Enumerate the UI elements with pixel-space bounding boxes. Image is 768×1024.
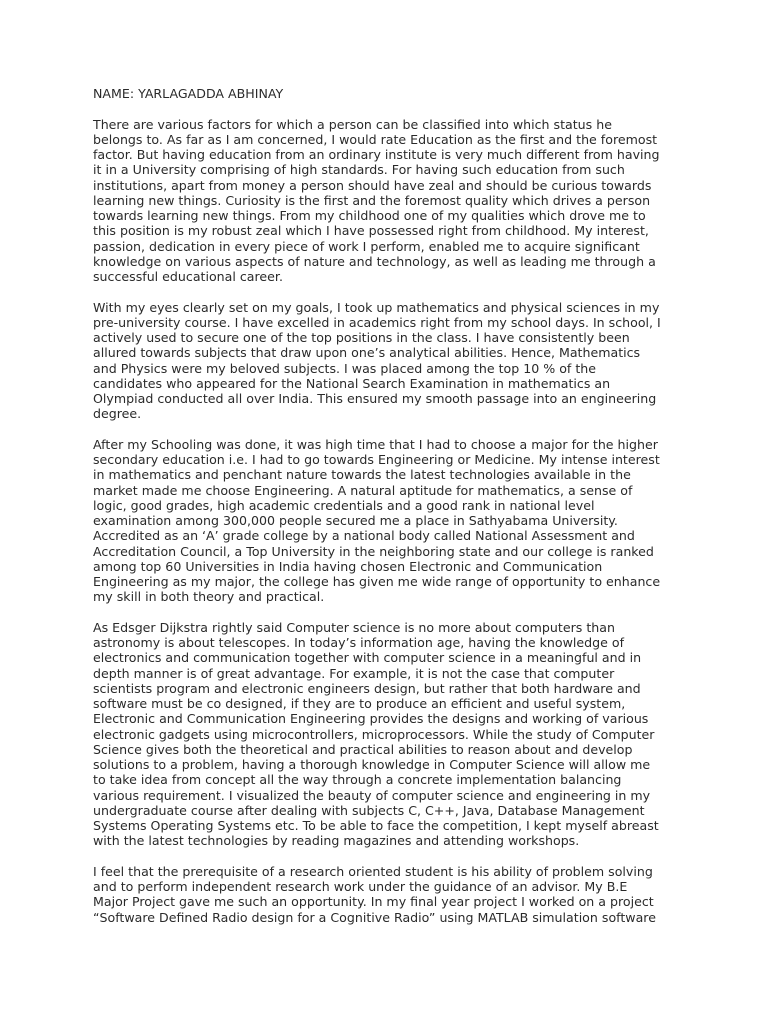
text-line: in mathematics and penchant nature towards the latest technologies available in the	[93, 467, 631, 483]
text-line: learning new things. Curiosity is the first and the foremost quality which drives a person	[93, 192, 651, 208]
text-line: Major Project gave me such an opportunity. In my final year project I worked on a project	[93, 894, 654, 910]
text-line: examination among 300,000 people secured me a place in Sathyabama University.	[93, 513, 618, 528]
text-line: astronomy is about telescopes. In today’s information age, having the knowledge of	[93, 635, 625, 650]
text-line: Electronic and Communication Engineering provides the designs and working of various	[93, 711, 649, 727]
paragraph	[93, 864, 678, 925]
text-line: allured towards subjects that draw upon one’s analytical abilities. Hence, Mathematics	[93, 345, 641, 361]
text-line: institutions, apart from money a person should have zeal and should be curious towards	[93, 177, 652, 193]
text-line: pre-university course. I have excelled in academics right from my school days. In school, I	[93, 314, 661, 330]
document-body	[93, 117, 678, 925]
author-name: NAME: YARLAGADDA ABHINAY	[93, 86, 284, 101]
paragraph	[93, 620, 678, 849]
paragraph	[93, 437, 678, 605]
text-line: towards learning new things. From my childhood one of my qualities which drove me to	[93, 208, 646, 223]
text-line: market made me choose Engineering. A natural aptitude for mathematics, a sense of	[93, 482, 633, 498]
text-line: electronics and communication together with computer science in a meaningful and in	[93, 650, 642, 666]
text-line: belongs to. As far as I am concerned, I would rate Education as the first and the foremost	[93, 131, 658, 147]
text-line: There are various factors for which a person can be classified into which status he	[93, 116, 612, 132]
text-line: successful educational career.	[93, 269, 283, 284]
text-line: After my Schooling was done, it was high time that I had to choose a major for the higher	[93, 436, 658, 452]
paragraph	[93, 117, 678, 285]
text-line: among top 60 Universities in India having chosen Electronic and Communication	[93, 558, 603, 574]
text-line: degree.	[93, 406, 142, 422]
text-line: factor. But having education from an ordinary institute is very much different from having	[93, 147, 660, 162]
text-line: and to perform independent research work under the guidance of an advisor. My B.E	[93, 879, 628, 894]
text-line: candidates who appeared for the National Search Examination in mathematics an	[93, 375, 611, 391]
document-page	[93, 86, 678, 940]
text-line: electronic gadgets using microcontrollers, microprocessors. While the study of Computer	[93, 726, 655, 742]
text-line: depth manner is of great advantage. For example, it is not the case that computer	[93, 665, 615, 681]
text-line: various requirement. I visualized the beauty of computer science and engineering in my	[93, 787, 651, 803]
text-line: it in a University comprising of high standards. For having such education from such	[93, 162, 625, 178]
text-line: my skill in both theory and practical.	[93, 589, 325, 605]
text-line: solutions to a problem, having a thorough knowledge in Computer Science will allow me	[93, 757, 651, 772]
text-line: Olympiad conducted all over India. This ensured my smooth passage into an engineering	[93, 391, 657, 406]
text-line: undergraduate course after dealing with subjects C, C++, Java, Database Management	[93, 802, 645, 818]
text-line: passion, dedication in every piece of work I perform, enabled me to acquire significant	[93, 238, 640, 254]
text-line: scientists program and electronic engineers design, but rather that both hardware and	[93, 680, 641, 696]
text-line: secondary education i.e. I had to go towards Engineering or Medicine. My intense interest	[93, 452, 660, 467]
text-line: with the latest technologies by reading magazines and attending workshops.	[93, 833, 580, 849]
text-line: I feel that the prerequisite of a research oriented student is his ability of problem solving	[93, 863, 653, 879]
text-line: knowledge on various aspects of nature and technology, as well as leading me through a	[93, 253, 656, 269]
text-line: software must be co designed, if they are to produce an efficient and useful system,	[93, 696, 626, 711]
text-line: As Edsger Dijkstra rightly said Computer science is no more about computers than	[93, 619, 615, 635]
text-line: to take idea from concept all the way through a concrete implementation balancing	[93, 772, 622, 788]
paragraph	[93, 300, 678, 422]
text-line: actively used to secure one of the top positions in the class. I have consistently been	[93, 330, 630, 345]
text-line: Science gives both the theoretical and practical abilities to reason about and develop	[93, 741, 633, 757]
text-line: Systems Operating Systems etc. To be able to face the competition, I kept myself abreast	[93, 818, 659, 833]
text-line: “Software Defined Radio design for a Cognitive Radio” using MATLAB simulation software	[93, 909, 656, 925]
text-line: and Physics were my beloved subjects. I was placed among the top 10 % of the	[93, 360, 597, 376]
text-line: Accreditation Council, a Top University in the neighboring state and our college is ranked	[93, 543, 654, 559]
text-line: this position is my robust zeal which I have possessed right from childhood. My interest,	[93, 223, 649, 239]
text-line: Engineering as my major, the college has given me wide range of opportunity to enhance	[93, 574, 661, 589]
text-line: With my eyes clearly set on my goals, I took up mathematics and physical sciences in my	[93, 299, 660, 315]
text-line: Accredited as an ‘A’ grade college by a national body called National Assessment and	[93, 528, 635, 544]
text-line: logic, good grades, high academic credentials and a good rank in national level	[93, 497, 595, 513]
